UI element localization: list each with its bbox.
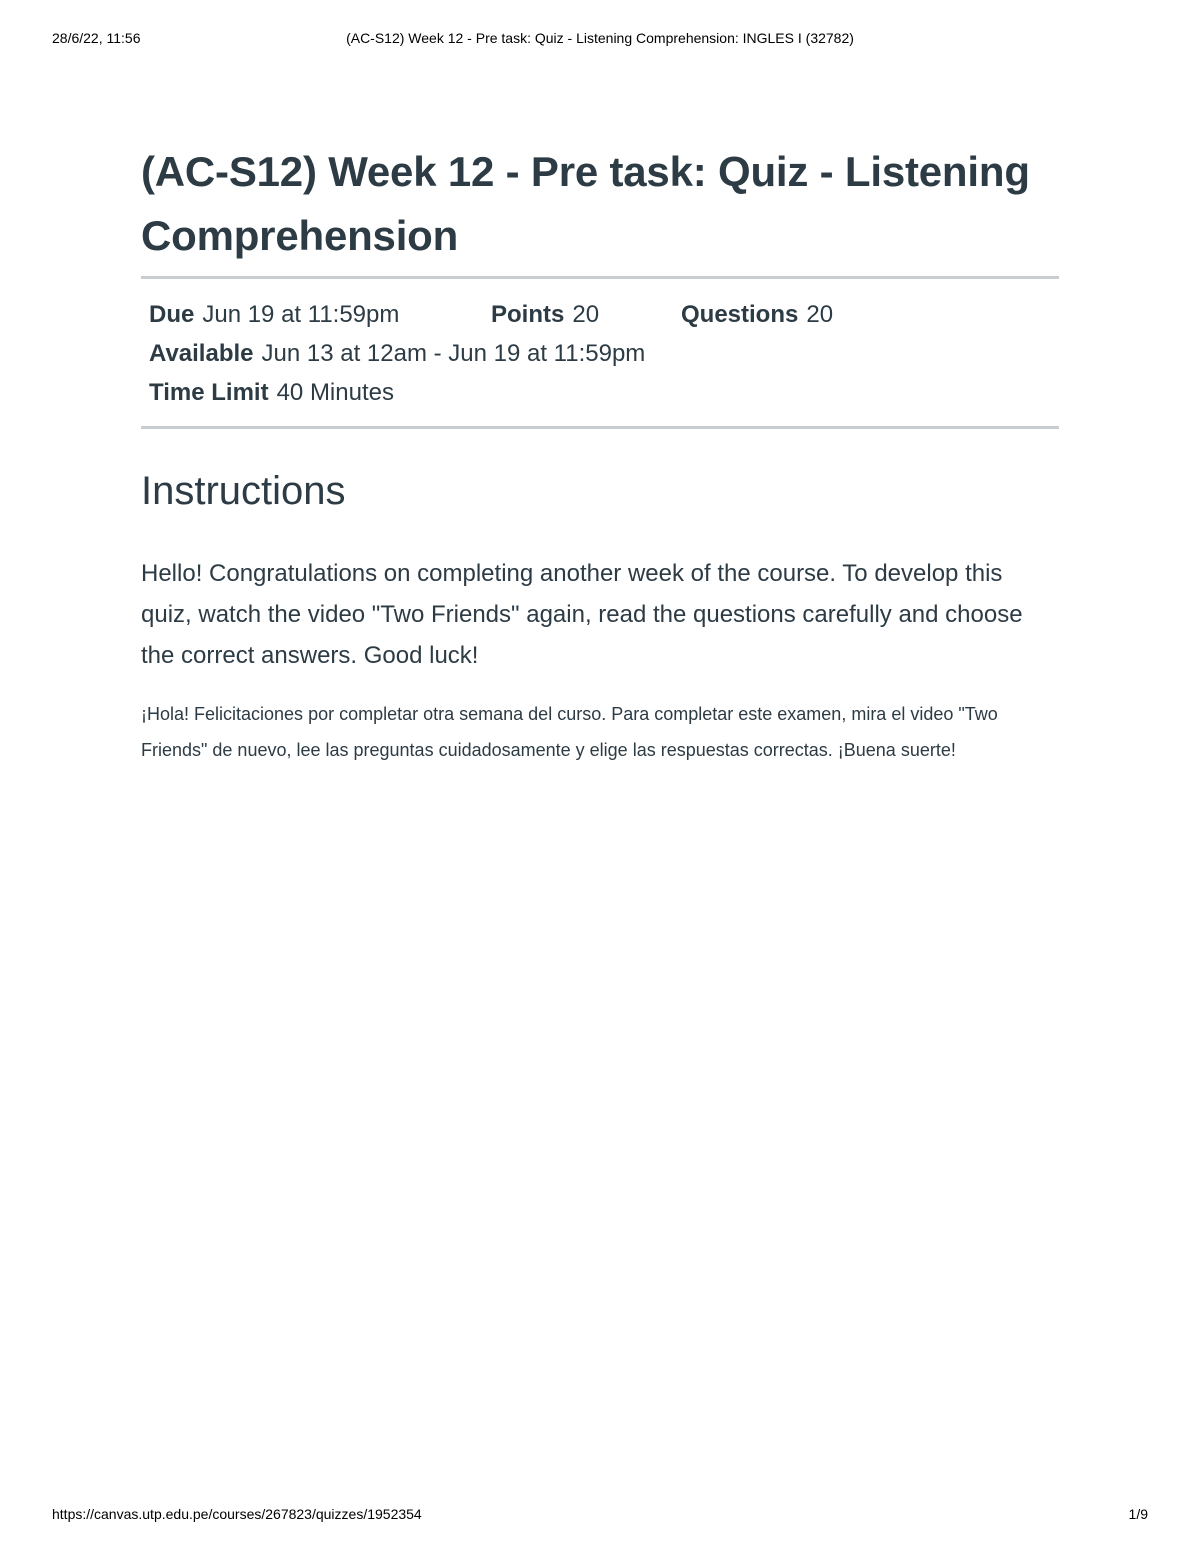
questions-value: 20 [806,301,834,328]
print-date: 28/6/22, 11:56 [52,30,141,46]
details-row-3 [149,373,1059,412]
available-label: Available [149,340,254,367]
print-document-title: (AC-S12) Week 12 - Pre task: Quiz - Listening Comprehension: INGLES I (32782) [346,30,854,46]
due-item [149,295,491,334]
details-row-2 [149,334,1059,373]
page-title: (AC-S12) Week 12 - Pre task: Quiz - Listening Comprehension [141,148,1030,259]
details-row-1 [149,295,1059,334]
available-value: Jun 13 at 12am - Jun 19 at 11:59pm [261,340,646,367]
available-item [149,334,645,373]
time-limit-value: 40 Minutes [276,379,394,406]
due-value: Jun 19 at 11:59pm [202,301,400,328]
print-header [52,30,1148,50]
due-label: Due [149,301,195,328]
quiz-details [141,279,1059,426]
details-divider [141,426,1059,429]
instructions-english: Hello! Congratulations on completing another week of the course. To develop this quiz, watch the video "Two Friends" again, read the questions carefully and choose the correct answers. Good luck! [141,560,1023,669]
quiz-content [141,140,1059,768]
time-limit-label: Time Limit [149,379,269,406]
print-url: https://canvas.utp.edu.pe/courses/267823/quizzes/1952354 [52,1506,422,1522]
points-item [491,295,681,334]
questions-item [681,295,833,334]
instructions-heading: Instructions [141,469,346,513]
page-number: 1/9 [1128,1506,1148,1522]
points-label: Points [491,301,565,328]
questions-label: Questions [681,301,799,328]
time-limit-item [149,373,394,412]
print-footer [52,1506,1148,1526]
instructions-spanish: ¡Hola! Felicitaciones por completar otra semana del curso. Para completar este examen, mira el video "Two Friends" de nuevo, lee las preguntas cuidadosamente y elige las respuestas correctas. ¡Buena suerte! [141,704,998,760]
points-value: 20 [572,301,600,328]
